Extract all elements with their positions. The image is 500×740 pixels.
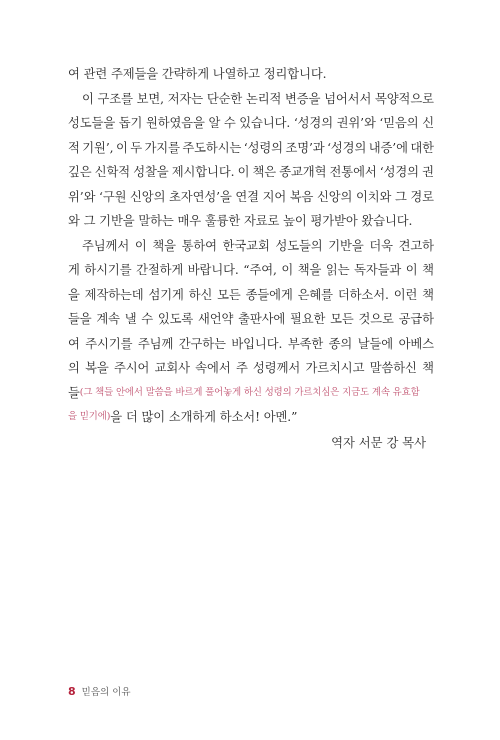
text-line-start: 들 bbox=[68, 385, 80, 400]
signature: 역자 서문 강 목사 bbox=[331, 436, 426, 450]
text-line: 와 그 기반을 말하는 매우 훌륭한 자료로 높이 평가받아 왔습니다. bbox=[68, 214, 413, 228]
text-line: 들을 계속 낼 수 있도록 새언약 출판사에 필요한 모든 것으로 공급하 bbox=[68, 312, 434, 326]
text-line: 게 하시기를 간절하게 바랍니다. “주여, 이 책을 읽는 독자들과 이 책 bbox=[68, 263, 434, 277]
text-line: 여 주시기를 주님께 간구하는 바입니다. 부족한 종의 날들에 아베스 bbox=[68, 336, 434, 351]
book-title: 믿음의 이유 bbox=[81, 687, 131, 698]
text-line: 주님께서 이 책을 통하여 한국교회 성도들의 기반을 더욱 견고하 bbox=[82, 238, 434, 253]
text-line: 깊은 신학적 성찰을 제시합니다. 이 책은 종교개혁 전통에서 ‘성경의 권 bbox=[68, 165, 434, 179]
parenthetical-note: (그 책들 안에서 말씀을 바르게 풀어놓게 하신 성령의 가르치심은 지금도 계속 유효함 bbox=[79, 386, 420, 398]
text-line bbox=[68, 381, 434, 406]
text-line: 의 복을 주시어 교회사 속에서 주 성령께서 가르치시고 말씀하신 책 bbox=[68, 361, 434, 375]
text-line bbox=[68, 405, 434, 430]
text-line: 위’와 ‘구원 신앙의 초자연성’을 연결 지어 복음 신앙의 이치와 그 경로 bbox=[68, 189, 434, 204]
text-line: 성도들을 돕기 원하였음을 알 수 있습니다. ‘성경의 권위’와 ‘믿음의 신 bbox=[68, 116, 434, 130]
text-line: 이 구조를 보면, 저자는 단순한 논리적 변증을 넘어서서 목양적으로 bbox=[82, 91, 434, 106]
text-line-rest: 을 더 많이 소개하게 하소서! 아멘.” bbox=[110, 410, 298, 424]
page-number: 8 bbox=[68, 685, 76, 698]
text-line: 적 기원’, 이 두 가지를 주도하시는 ‘성령의 조명’과 ‘성경의 내증’에 대한 bbox=[68, 140, 434, 155]
text-line: 여 관련 주제들을 간략하게 나열하고 정리합니다. bbox=[68, 67, 327, 81]
parenthetical-note-end: 을 믿기에) bbox=[68, 411, 111, 422]
text-line: 을 제작하는데 섬기게 하신 모든 종들에게 은혜를 더하소서. 이런 책 bbox=[68, 287, 434, 302]
page-footer bbox=[68, 680, 131, 699]
preface-text bbox=[68, 62, 434, 430]
